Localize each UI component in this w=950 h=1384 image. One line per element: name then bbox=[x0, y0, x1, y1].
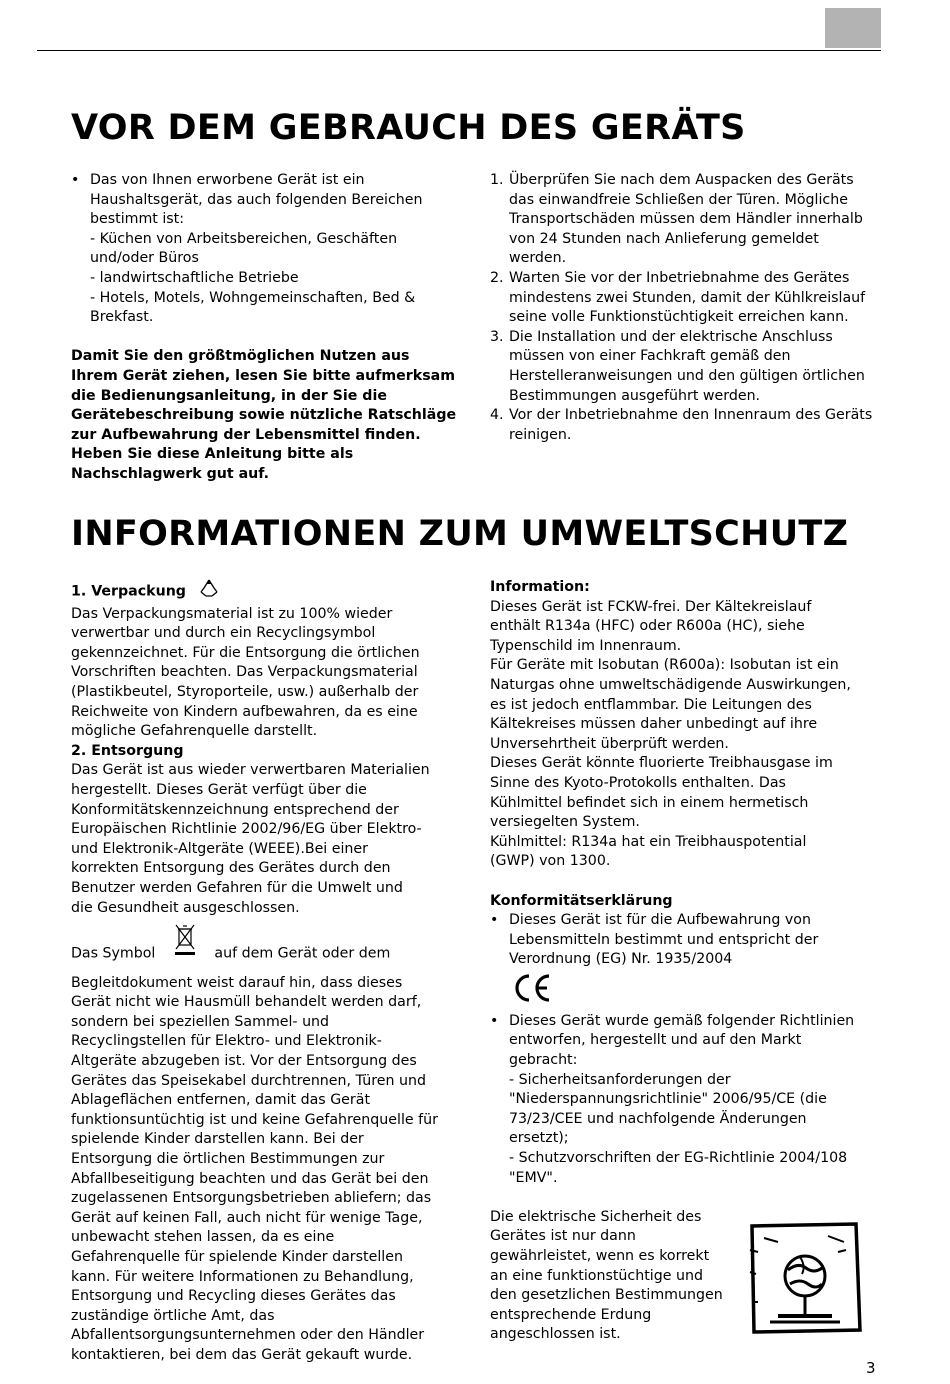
step-number: 4. bbox=[490, 407, 504, 424]
text-line: funktionsuntüchtig ist und keine Gefahrenquelle für bbox=[71, 1111, 438, 1128]
text-line: enthält R134a (HFC) oder R600a (HC), siehe bbox=[490, 618, 805, 635]
text-line: müssen von einer Fachkraft gemäß den bbox=[509, 348, 791, 365]
text-line: Das Gerät ist aus wieder verwertbaren Materialien bbox=[71, 762, 430, 779]
text-line: Die elektrische Sicherheit des bbox=[490, 1208, 702, 1225]
text-line: "Niederspannungsrichtlinie" 2006/95/CE (die bbox=[509, 1091, 827, 1108]
text-line: zugelassenen Entsorgungsbetrieben abliefern; das bbox=[71, 1190, 432, 1207]
conformity-heading: Konformitätserklärung bbox=[490, 892, 673, 909]
text-line: kann. Für weitere Informationen zu Behandlung, bbox=[71, 1268, 414, 1285]
text-line: Europäischen Richtlinie 2002/96/EG über Elektro- bbox=[71, 821, 422, 838]
text-line: Brekfast. bbox=[90, 309, 154, 326]
environment-left-column bbox=[71, 578, 471, 1366]
text-line: 73/23/CEE und nachfolgende Änderungen bbox=[509, 1110, 807, 1127]
text-line: Dieses Gerät könnte fluorierte Treibhausgase im bbox=[490, 755, 833, 772]
text-line: spielende Kinder darstellen kann. Bei der bbox=[71, 1131, 364, 1148]
text-line: Kältekreises müssen daher unbedingt auf ihre bbox=[490, 716, 818, 733]
weee-symbol-line: Das Symbol auf dem Gerät oder dem bbox=[71, 933, 471, 974]
earthing-illustration bbox=[748, 1222, 863, 1334]
text-line: Verordnung (EG) Nr. 1935/2004 bbox=[509, 951, 733, 968]
text-line: und Elektronik-Altgeräte (WEEE).Bei einer bbox=[71, 840, 368, 857]
text-line: Typenschild im Innenraum. bbox=[490, 637, 682, 654]
text-line: Transportschäden müssen dem Händler innerhalb bbox=[509, 211, 863, 228]
text-line: Gefahrenquelle für spielende Kinder darstellen bbox=[71, 1249, 403, 1265]
text-line: Die Installation und der elektrische Anschluss bbox=[509, 328, 833, 345]
text-line: kontaktieren, bei dem das Gerät gekauft wurde. bbox=[71, 1346, 413, 1363]
text-line: verwertbar und durch ein Recyclingsymbol bbox=[71, 625, 376, 642]
numbered-step bbox=[490, 171, 890, 269]
text-line: zuständige örtliche Amt, das bbox=[71, 1307, 275, 1324]
numbered-step bbox=[490, 328, 890, 406]
text-line: Nachschlagwerk gut auf. bbox=[71, 465, 270, 482]
text-line: Begleitdokument weist darauf hin, dass dieses bbox=[71, 974, 403, 991]
text-line: Für Geräte mit Isobutan (R600a): Isobutan ist ein bbox=[490, 657, 839, 674]
text-line: Warten Sie vor der Inbetriebnahme des Gerätes bbox=[509, 269, 850, 286]
text-line: mindestens zwei Stunden, damit der Kühlkreislauf bbox=[509, 289, 866, 306]
text-line: Dieses Gerät wurde gemäß folgender Richtlinien bbox=[509, 1012, 855, 1029]
text-line: Gerät nicht wie Hausmüll behandelt werden darf, bbox=[71, 994, 422, 1011]
text-line: Sinne des Kyoto-Protokolls enthalten. Das bbox=[490, 774, 786, 791]
text-line: zur Aufbewahrung der Lebensmittel finden. bbox=[71, 426, 421, 443]
text-line: Herstelleranweisungen und den gültigen örtlichen bbox=[509, 367, 865, 384]
disposal-heading: 2. Entsorgung bbox=[71, 742, 184, 759]
page-number: 3 bbox=[866, 1359, 876, 1377]
text-line: angeschlossen ist. bbox=[490, 1326, 621, 1343]
text-line: Altgeräte abzugeben ist. Vor der Entsorgung des bbox=[71, 1053, 417, 1070]
text-line: gekennzeichnet. Für die Entsorgung die örtlichen bbox=[71, 644, 420, 661]
text-line: Kühlmittel: R134a hat ein Treibhauspotential bbox=[490, 833, 807, 850]
packaging-text bbox=[71, 605, 471, 742]
text-line: Dieses Gerät ist für die Aufbewahrung von bbox=[509, 912, 811, 929]
text-line: Ablageflächen entfernen, damit das Gerät bbox=[71, 1092, 371, 1109]
text-line: Heben Sie diese Anleitung bitte als bbox=[71, 446, 354, 463]
read-instructions-note bbox=[71, 347, 471, 484]
information-text bbox=[490, 598, 890, 872]
text-line: Unversehrtheit überprüft werden. bbox=[490, 735, 729, 752]
text-line: "EMV". bbox=[509, 1169, 558, 1186]
text-line: - Hotels, Motels, Wohngemeinschaften, Bed & bbox=[90, 289, 416, 306]
text-line: den gesetzlichen Bestimmungen bbox=[490, 1287, 723, 1304]
text-line: Gerätebeschreibung sowie nützliche Ratschläge bbox=[71, 407, 457, 424]
text-line: Abfallentsorgungsunternehmen oder den Händler bbox=[71, 1327, 425, 1344]
text-line: Recyclingstellen für Elektro- und Elektronik- bbox=[71, 1033, 382, 1050]
text-line: unbewacht stehen lassen, da es eine bbox=[71, 1229, 335, 1246]
information-heading: Information: bbox=[490, 579, 590, 595]
text-line: Ihrem Gerät ziehen, lesen Sie bitte aufmerksam bbox=[71, 367, 456, 384]
text-line: Gerätes das Speisekabel durchtrennen, Türen und bbox=[71, 1072, 426, 1089]
before-use-left-column bbox=[71, 171, 471, 485]
text-line: die Gesundheit ausgeschlossen. bbox=[71, 899, 300, 916]
text-line: die Bedienungsanleitung, in der Sie die bbox=[71, 387, 387, 404]
text-line: Reichweite von Kindern aufbewahren, da es eine bbox=[71, 703, 418, 720]
before-use-steps bbox=[490, 171, 890, 445]
numbered-step bbox=[490, 269, 890, 328]
step-number: 1. bbox=[490, 172, 504, 188]
numbered-step bbox=[490, 406, 890, 445]
text-line: Konformitätskennzeichnung entsprechend der bbox=[71, 801, 399, 818]
text-line: entworfen, hergestellt und auf den Markt bbox=[509, 1032, 802, 1049]
usage-bullet-text bbox=[90, 171, 471, 328]
text-line: an eine funktionstüchtige und bbox=[490, 1267, 703, 1284]
text-line: entsprechende Erdung bbox=[490, 1306, 652, 1323]
text-line: Naturgas ohne umweltschädigende Auswirkungen, bbox=[490, 676, 851, 693]
text-line: mögliche Gefahrenquelle darstellt. bbox=[71, 723, 318, 740]
text-line: Dieses Gerät ist FCKW-frei. Der Kältekreislauf bbox=[490, 598, 812, 615]
text-line: hergestellt. Dieses Gerät verfügt über die bbox=[71, 781, 367, 798]
text-line: Entsorgung und Recycling dieses Gerätes das bbox=[71, 1288, 396, 1305]
text-line: reinigen. bbox=[509, 426, 572, 443]
section-title-before-use: VOR DEM GEBRAUCH DES GERÄTS bbox=[71, 108, 746, 148]
text-line: korrekten Entsorgung des Gerätes durch den bbox=[71, 860, 391, 877]
text-line: Entsorgung die örtlichen Bestimmungen zur bbox=[71, 1151, 385, 1168]
step-number: 3. bbox=[490, 328, 504, 345]
text-line: versiegelten System. bbox=[490, 814, 640, 831]
text-line: Bestimmungen ausgeführt werden. bbox=[509, 387, 761, 404]
text-line: gebracht: bbox=[509, 1052, 578, 1069]
text-line: werden. bbox=[509, 250, 567, 267]
text-line: (GWP) von 1300. bbox=[490, 853, 611, 870]
text-line: und/oder Büros bbox=[90, 250, 199, 267]
page-corner-tab bbox=[825, 8, 881, 48]
text-line: ersetzt); bbox=[509, 1130, 569, 1147]
text-line: Haushaltsgerät, das auch folgenden Bereichen bbox=[90, 191, 423, 208]
text-line: das einwandfreie Schließen der Türen. Mögliche bbox=[509, 191, 848, 208]
text-line: - Schutzvorschriften der EG-Richtlinie 2004/108 bbox=[509, 1150, 848, 1167]
crossed-bin-icon bbox=[170, 923, 200, 964]
section-title-environment: INFORMATIONEN ZUM UMWELTSCHUTZ bbox=[71, 514, 849, 554]
usage-bullet: • Das von Ihnen erworbene Gerät ist ein Haushaltsgerät, das auch folgenden Bereichen bestimmt ist: - Küchen von Arbeitsbereichen, Geschäften und/oder Büros - landwirtschaftliche Betriebe - Hotels, Motels, Wohngemeinschaften, Bed & Brekfast. bbox=[71, 171, 471, 328]
text-line: von 24 Stunden nach Anlieferung gemeldet bbox=[509, 230, 819, 247]
text-line: - landwirtschaftliche Betriebe bbox=[90, 269, 299, 286]
header-rule bbox=[37, 50, 881, 51]
text-line: Benutzer werden Gefahren für die Umwelt und bbox=[71, 879, 403, 896]
text-line: Damit Sie den größtmöglichen Nutzen aus bbox=[71, 348, 410, 365]
text-line: seine volle Funktionstüchtigkeit erreichen kann. bbox=[509, 309, 849, 326]
packaging-heading: 1. Verpackung bbox=[71, 578, 471, 605]
conformity-bullet-directives: • Dieses Gerät wurde gemäß folgender Richtlinien entworfen, hergestellt und auf den Markt gebracht: - Sicherheitsanforderungen der "Niederspannungsrichtlinie" 2006/95/CE (die 73/23/CEE und nachfolgende Änderungen ersetzt); - Schutzvorschriften der EG-Richtlinie 2004/108 "EMV". bbox=[490, 1012, 890, 1188]
weee-text bbox=[71, 974, 471, 1366]
text-line: sondern bei speziellen Sammel- und bbox=[71, 1013, 330, 1030]
text-line: - Sicherheitsanforderungen der bbox=[509, 1071, 731, 1088]
recycle-icon bbox=[197, 578, 221, 605]
text-line: Lebensmitteln bestimmt und entspricht der bbox=[509, 931, 819, 948]
text-line: Kühlmittel befindet sich in einem hermetisch bbox=[490, 794, 809, 811]
text-line: es ist jedoch entflammbar. Die Leitungen des bbox=[490, 696, 812, 713]
step-number: 2. bbox=[490, 269, 504, 286]
text-line: Gerätes ist nur dann bbox=[490, 1228, 636, 1245]
text-line: Gerät auf keinen Fall, auch nicht für wenige Tage, bbox=[71, 1209, 423, 1226]
disposal-text bbox=[71, 761, 471, 918]
text-line: - Küchen von Arbeitsbereichen, Geschäften bbox=[90, 230, 398, 247]
text-line: bestimmt ist: bbox=[90, 211, 185, 228]
text-line: Das von Ihnen erworbene Gerät ist ein bbox=[90, 172, 365, 188]
conformity-bullet-food: • Dieses Gerät ist für die Aufbewahrung von Lebensmitteln bestimmt und entspricht der Verordnung (EG) Nr. 1935/2004 bbox=[490, 911, 890, 970]
text-line: gewährleistet, wenn es korrekt bbox=[490, 1248, 710, 1264]
ce-mark-icon bbox=[490, 970, 890, 1012]
text-line: Das Verpackungsmaterial ist zu 100% wieder bbox=[71, 605, 393, 622]
text-line: (Plastikbeutel, Styroporteile, usw.) außerhalb der bbox=[71, 683, 419, 700]
text-line: Vor der Inbetriebnahme den Innenraum des Geräts bbox=[509, 407, 873, 424]
text-line: Abfallbeseitigung beachten und das Gerät bei den bbox=[71, 1170, 429, 1187]
text-line: Überprüfen Sie nach dem Auspacken des Geräts bbox=[509, 172, 854, 188]
text-line: Vorschriften beachten. Das Verpackungsmaterial bbox=[71, 664, 418, 681]
